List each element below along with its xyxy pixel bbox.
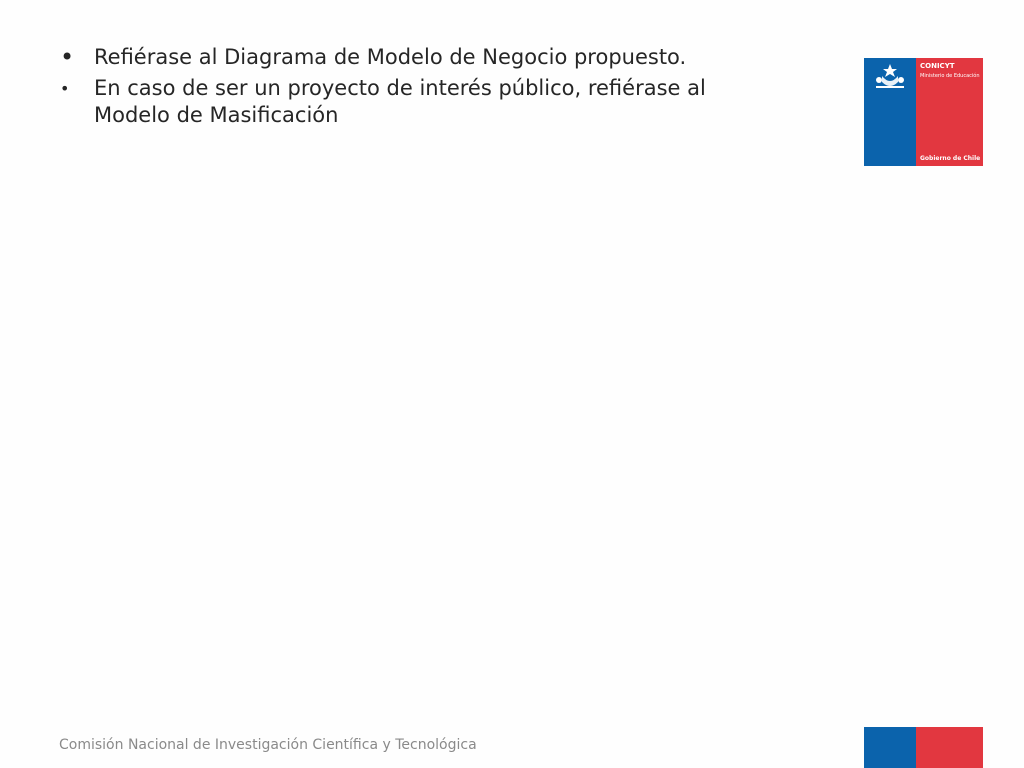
- coat-of-arms-icon: [870, 62, 910, 92]
- bullet-item: [60, 75, 760, 129]
- bullet-text: Refiérase al Diagrama de Modelo de Negocio propuesto.: [94, 45, 687, 69]
- logo-blue-panel: [864, 58, 916, 166]
- bullet-item: [60, 44, 760, 71]
- logo-title: CONICYT: [920, 62, 955, 70]
- logo-ministry: Ministerio de Educación: [920, 73, 980, 79]
- bullet-marker: •: [60, 79, 70, 98]
- conicyt-logo: [864, 58, 983, 166]
- footer-text: Comisión Nacional de Investigación Científica y Tecnológica: [59, 737, 477, 753]
- bullet-text: En caso de ser un proyecto de interés público, refiérase al Modelo de Masificación: [94, 76, 706, 127]
- footer-flag-blue: [864, 727, 916, 768]
- bullet-marker: •: [60, 43, 75, 71]
- logo-red-panel: [916, 58, 983, 166]
- footer-flag-red: [916, 727, 983, 768]
- footer-flag: [864, 727, 983, 768]
- logo-government: Gobierno de Chile: [920, 155, 981, 162]
- bullet-list: [60, 44, 760, 133]
